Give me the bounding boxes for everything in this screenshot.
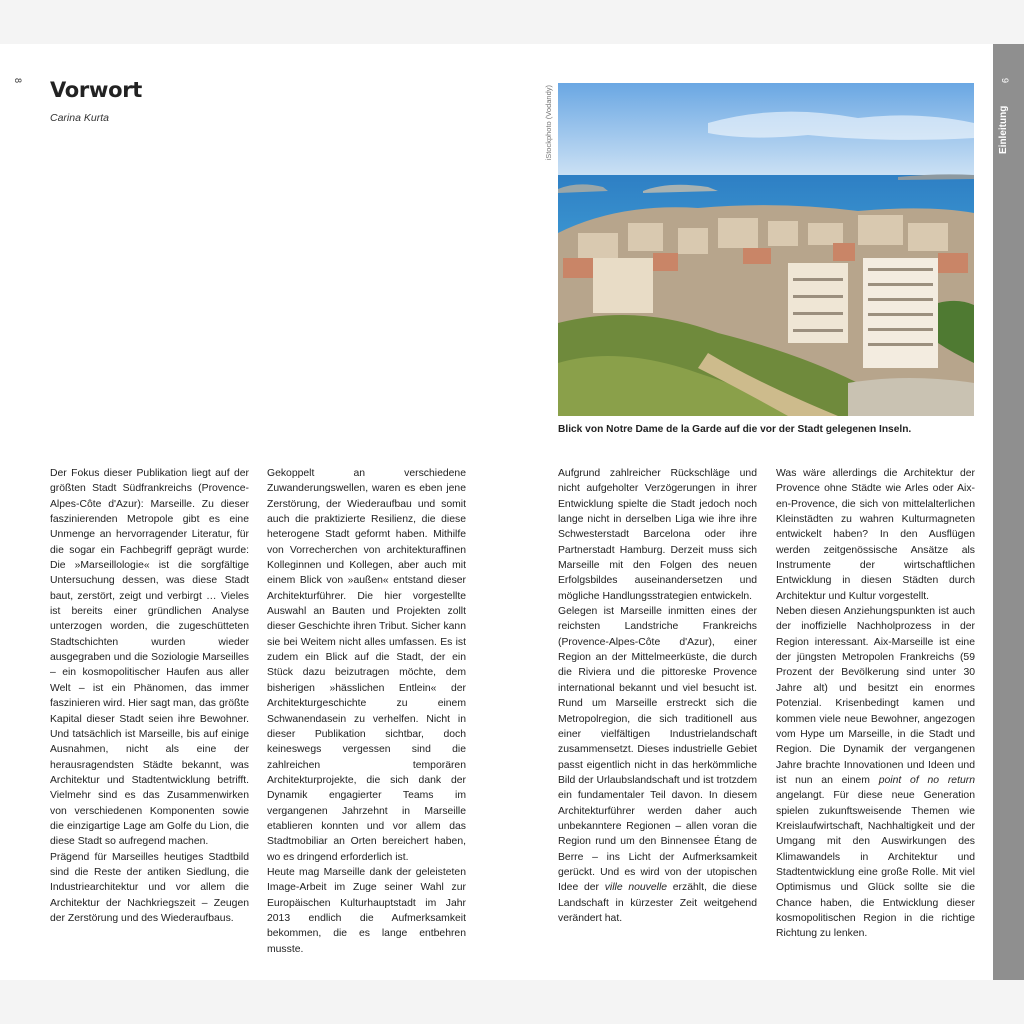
city-photo: [558, 83, 974, 416]
italic-term: point of no return: [878, 774, 975, 786]
section-tab-label: Einleitung: [998, 105, 1009, 154]
section-tab: [993, 44, 1024, 980]
paragraph-text: Gelegen ist Marseille inmitten eines der reichsten Landstriche Frankreichs (Provence-Alpes-Côte d'Azur), einer Region an der Mittelmeerküste, die durch die Riviera und die pittoreske Provence international bekannt und viel besucht ist. Rund um Marseille erstreckt sich die Metropolregion, die sich traditionell aus einer vielfältigen Industrielandschaft zusammensetzt. Dieses industrielle Gebiet passt eigentlich nicht in das herkömmliche Bild der Urlaubslandschaft und ist trotzdem ein fundamentaler Teil davon. In diesem Architekturführer werden daher auch unbekanntere Regionen – allen voran die Region rund um den Binnensee Étang de Berre – ins Licht der Aufmerksamkeit gerückt. Und es wird von der utopischen Idee der: [558, 606, 757, 894]
text-column-1: [50, 466, 249, 926]
paragraph: Heute mag Marseille dank der geleisteten Image-Arbeit im Zuge seiner Wahl zur Europäischen Kulturhauptstadt im Jahr 2013 endlich die Aufmerksamkeit bekommen, die es lange entbehren musste.: [267, 866, 466, 955]
text-column-2: [267, 466, 466, 957]
page-number-right: 9: [1000, 78, 1010, 84]
paragraph: [776, 604, 975, 942]
paragraph: Was wäre allerdings die Architektur der Provence ohne Städte wie Arles oder Aix-en-Provence, die sich von mittelalterlichen Kleinstädten zu wahren Kulturmagneten entwickelt haben? In den Ausflügen werden zeitgenössische Ansätze als Instrumente der wirtschaftlichen Entwicklung in diesen Städten durch Architektur und Kultur vorgestellt.: [776, 468, 975, 602]
text-column-4: [776, 466, 975, 942]
text-column-3: [558, 466, 757, 926]
italic-term: ville nouvelle: [604, 882, 668, 894]
marseille-panorama-illustration: [558, 83, 974, 416]
author-name: Carina Kurta: [50, 112, 109, 124]
photo-caption: Blick von Notre Dame de la Garde auf die vor der Stadt gelegenen Inseln.: [558, 424, 912, 435]
paragraph-text: angelangt. Für diese neue Generation spielen zukunftsweisende Themen wie Kreislaufwirtschaft, Nachhaltigkeit und der Umgang mit den Auswirkungen des Klimawandels in Architektur und Stadtentwicklung eine große Rolle. Mit viel Optimismus und Glück sollte sie die Chance haben, die Entwicklung dieser kosmopolitischen Region in die richtige Richtung zu lenken.: [776, 790, 975, 940]
paragraph: [558, 604, 757, 926]
paragraph-text: erzählt, die diese Landschaft in kürzester Zeit weitgehend verändert hat.: [558, 882, 758, 924]
page-number-left: 8: [13, 78, 23, 84]
paragraph: Prägend für Marseilles heutiges Stadtbild sind die Reste der antiken Siedlung, die Industriearchitektur und vor allem die Architektur der Nachkriegszeit – Zeugen der Zerstörung und des Wiederaufbaus.: [50, 851, 249, 924]
paragraph: Aufgrund zahlreicher Rückschläge und nicht aufgeholter Verzögerungen in ihrer Entwicklung spielte die Stadt jedoch noch lange nicht in derselben Liga wie ihre ihre Schwesterstadt Barcelona oder ihre Partnerstadt Hamburg. Derzeit muss sich Marseille mit den Folgen des neuen Erfolgsbildes auseinandersetzen und mögliche Handlungsstrategien entwickeln.: [558, 468, 757, 602]
paragraph: Der Fokus dieser Publikation liegt auf der größten Stadt Südfrankreichs (Provence-Alpes-Côte d'Azur): Marseille. Zu dieser faszinierenden Metropole gibt es eine Unmenge an hervorragender Literatur, für die sogar ein Fachbegriff geprägt wurde: Die »Marseillologie« ist die sorgfältige Untersuchung dessen, was diese Stadt baut, zerstört, zeigt und verbirgt … Vieles ist bereits einer gründlichen Analyse unterzogen worden, die zugeschütteten Stadtschichten wurden wieder ausgegraben und die Soziologie Marseilles – ein kosmopolitischer Haufen aus aller Welt – ist ein Phänomen, das immer faszinieren wird. Hier sagt man, das größte Kapital dieser Stadt seien ihre Bewohner. Und tatsächlich ist Marseille, bis auf einige Ausnahmen, nicht als eine der herausragendsten Städte bekannt, was Architektur und Stadtentwicklung betrifft. Vielmehr sind es das Zusammenwirken von verschiedenen Komponenten sowie die einzigartige Lage am Golfe du Lion, die diese Stadt so aufregend machen.: [50, 468, 249, 848]
paragraph: Gekoppelt an verschiedene Zuwanderungswellen, waren es eben jene Zerstörung, der Wiederaufbau und somit auch die praktizierte Resilienz, die diese heterogene Stadt geformt haben. Mithilfe von Vorrecherchen von architekturaffinen Kolleginnen und Kollegen, aber auch mit einem Blick von »außen« entstand dieser Architekturführer. Die hier vorgestellte Auswahl an Bauten und Projekten zollt dieser Geschichte ihren Tribut. Sicher kann sie bei Weitem nicht alles umfassen. Es ist zudem ein Blick auf die Stadt, der ein Stück dazu beizutragen möchte, dem bisherigen »hässlichen Entlein« der Architekturgeschichte zu einem Schwanendasein zu verhelfen. Nicht in dieser Publikation sichtbar, doch keineswegs vergessen sind die zahlreichen temporären Architekturprojekte, die sich dank der Dynamik engagierter Teams im vergangenen Jahrzehnt in Marseille etablieren konnten und vor allem das Stadtmobiliar an Orten bereichert haben, wo es dringend erforderlich ist.: [267, 468, 466, 863]
photo-credit: iStockphoto (Vodandy): [544, 85, 553, 161]
paragraph-text: Neben diesen Anziehungspunkten ist auch der inoffizielle Nachholprozess in der Region interessant. Aix-Marseille ist eine der jüngsten Metropolen Frankreichs (59 Prozent der Bevölkerung sind unter 30 Jahre alt) und besitzt ein enormes Potenzial. Krisenbedingt kamen und kommen viele neue Bewohner, angezogen vom Hype um Marseille, in die Stadt und Region. Die Dynamik der vergangenen Jahre brachte Innovationen und Ideen und ist nun an einem: [776, 606, 975, 786]
page-title: Vorwort: [50, 78, 143, 102]
